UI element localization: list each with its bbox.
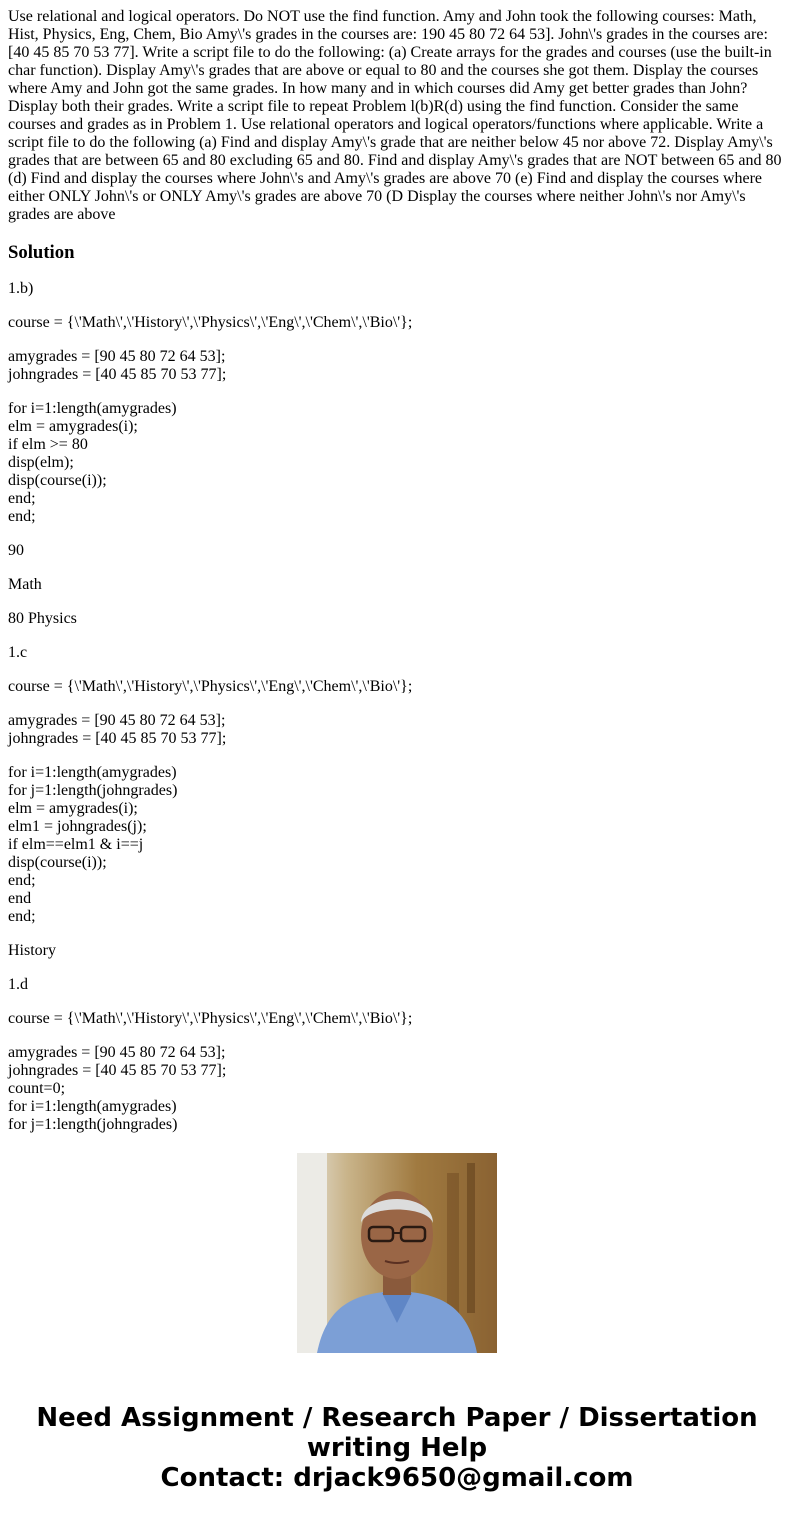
solution-paragraph: for i=1:length(amygrades) for j=1:length(johngrades) elm = amygrades(i); elm1 = johngrades(j); if elm==elm1 & i==j disp(course(i)); end; end end; [8,764,178,925]
solution-paragraph: 1.c [8,644,28,661]
promo-line: Need Assignment / Research Paper / Dissertation [36,1403,758,1433]
solution-paragraph: course = {\'Math\',\'History\',\'Physics\',\'Eng\',\'Chem\',\'Bio\'}; [8,678,413,695]
avatar [297,1153,497,1353]
solution-paragraph: 90 [8,542,24,559]
question-text: Use relational and logical operators. Do NOT use the find function. Amy and John took the following courses: Math, Hist, Physics, Eng, Chem, Bio Amy\'s grades in the courses are: 190 45 80 72 64 53]. John\'s grades in the courses are: [40 45 85 70 53 77]. Write a script file to do the following: (a) Create arrays for the grades and courses (use the built-in char function). Display Amy\'s grades that are above or equal to 80 and the courses she got them. Display the courses where Amy and John got the same grades. In how many and in which courses did Amy get better grades than John? Display both their grades. Write a script file to repeat Problem l(b)R(d) using the find function. Consider the same courses and grades as in Problem 1. Use relational operators and logical operators/functions where applicable. Write a script file to do the following (a) Find and display Amy\'s grade that are neither below 45 nor above 72. Display Amy\'s grades that are between 65 and 80 excluding 65 and 80. Find and display Amy\'s grades that are NOT between 65 and 80 (d) Find and display the courses where John\'s and Amy\'s grades are above 70 (e) Find and display the courses where either ONLY John\'s or ONLY Amy\'s grades are above 70 (D Display the courses where neither John\'s nor Amy\'s grades are above [8,8,782,223]
promo-banner [0,1403,794,1493]
solution-paragraph: 80 Physics [8,610,77,627]
promo-line: writing Help [306,1433,488,1463]
document-content [8,8,786,1133]
solution-paragraph: course = {\'Math\',\'History\',\'Physics\',\'Eng\',\'Chem\',\'Bio\'}; [8,1010,413,1027]
solution-paragraph: 1.d [8,976,28,993]
solution-paragraph: amygrades = [90 45 80 72 64 53]; johngrades = [40 45 85 70 53 77]; [8,348,227,383]
solution-paragraph: 1.b) [8,280,34,297]
solution-paragraph: course = {\'Math\',\'History\',\'Physics\',\'Eng\',\'Chem\',\'Bio\'}; [8,314,413,331]
avatar-portrait-icon [297,1153,497,1353]
promo-contact: Contact: drjack9650@gmail.com [160,1463,634,1493]
solution-paragraph: History [8,942,56,959]
solution-paragraph: Math [8,576,42,593]
solution-body [8,280,786,1134]
solution-paragraph: for i=1:length(amygrades) elm = amygrades(i); if elm >= 80 disp(elm); disp(course(i)); end; end; [8,400,177,525]
solution-paragraph: amygrades = [90 45 80 72 64 53]; johngrades = [40 45 85 70 53 77]; count=0; for i=1:length(amygrades) for j=1:length(johngrades) [8,1044,227,1133]
solution-heading: Solution [8,242,75,263]
solution-paragraph: amygrades = [90 45 80 72 64 53]; johngrades = [40 45 85 70 53 77]; [8,712,227,747]
